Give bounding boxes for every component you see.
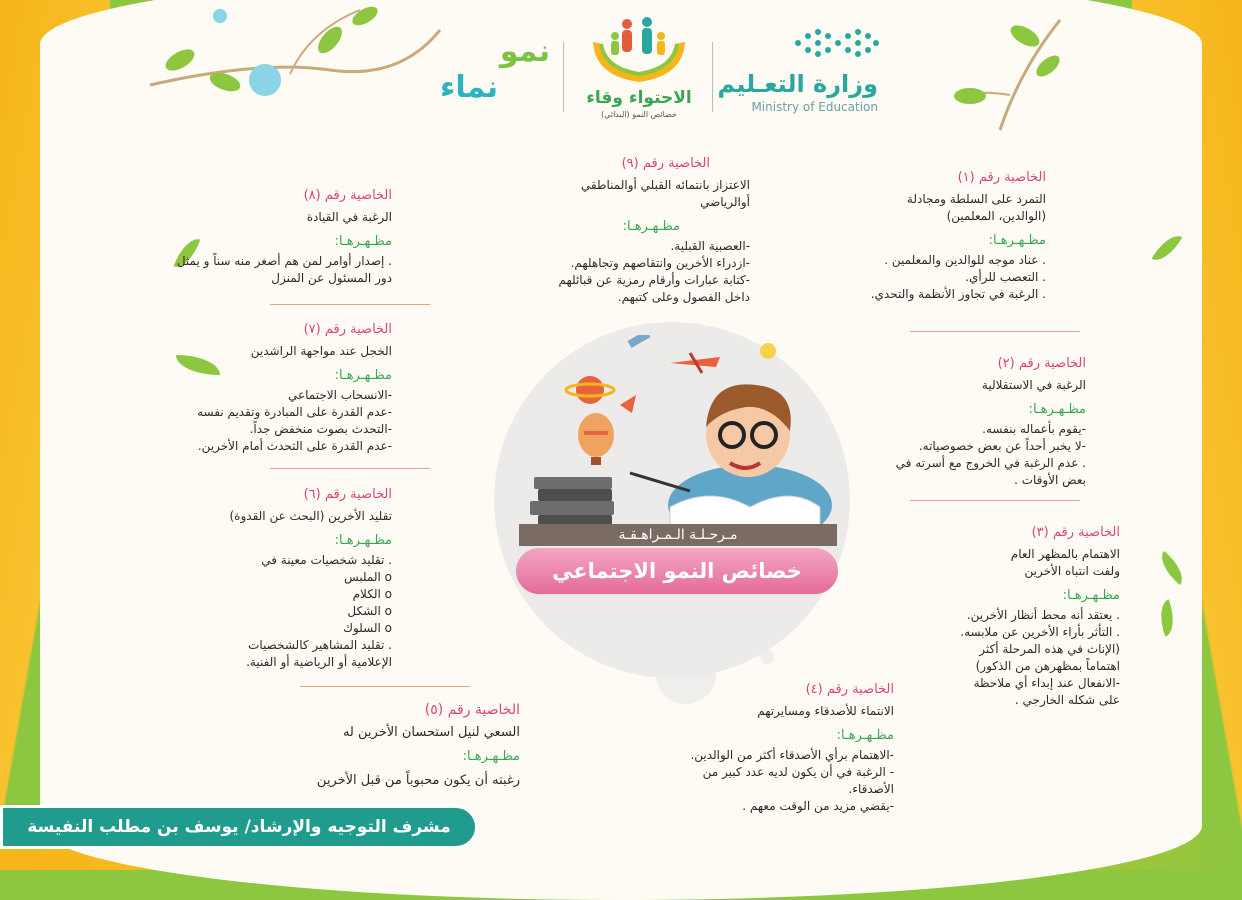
list-item: الأصدقاء. — [848, 782, 894, 796]
list-item: -يقضي مزيد من الوقت معهم . — [742, 799, 894, 813]
trait-card-7 — [102, 322, 392, 455]
list-item: اهتماماً بمظهرهن من الذكور) — [975, 659, 1120, 673]
trait-desc-line: ولفت انتباه الأخرين — [1024, 564, 1120, 578]
trait-description — [826, 377, 1086, 394]
manifestations-label: مظـهـرهـا: — [1062, 588, 1120, 603]
trait-description — [102, 508, 392, 525]
trait-title: الخاصية رقم (٣) — [1031, 525, 1120, 540]
divider — [910, 331, 1080, 332]
branch-top-left-icon — [140, 0, 460, 110]
trait-card-5 — [220, 702, 520, 789]
list-item: . تقليد المشاهير كالشخصيات — [248, 638, 392, 652]
manifestations-label: مظـهـرهـا: — [462, 749, 520, 764]
student-reading-illustration-icon — [520, 335, 840, 525]
ihtiwa-subtitle: خصائص النمو (البدائي) — [601, 110, 677, 119]
trait-desc-line: أوالرياضي — [700, 195, 750, 209]
divider — [270, 468, 430, 469]
trait-card-2 — [826, 356, 1086, 489]
list-item: . التأثر بأراء الأخرين عن ملابسه. — [960, 625, 1120, 639]
divider — [910, 500, 1080, 501]
list-item: -العصبية القبلية. — [670, 239, 750, 253]
manifestations-list — [102, 552, 392, 671]
trait-description — [102, 343, 392, 360]
manifestations-label: مظـهـرهـا: — [334, 368, 392, 383]
trait-title: الخاصية رقم (٧) — [303, 322, 392, 337]
manifestations-list — [102, 253, 392, 287]
list-item: - الرغبة في أن يكون لديه عدد كبير من — [702, 765, 894, 779]
trait-title: الخاصية رقم (٨) — [303, 188, 392, 203]
list-item: بعض الأوقات . — [1014, 473, 1086, 487]
ministry-name-en: Ministry of Education — [751, 100, 878, 114]
list-item: . عدم الرغبة في الخروج مع أسرته في — [895, 456, 1086, 470]
trait-desc-line: (الوالدين، المعلمين) — [946, 209, 1046, 223]
trait-desc-line: الاعتزاز بانتمائه القبلي أوالمناطقي — [580, 178, 750, 192]
list-item: . يعتقد أنه محط أنظار الأخرين. — [966, 608, 1120, 622]
trait-title: الخاصية رقم (١) — [957, 170, 1046, 185]
manifestations-list — [490, 238, 750, 306]
trait-title: الخاصية رقم (٥) — [424, 702, 520, 718]
ministry-name-ar: وزارة التعـليم — [717, 70, 878, 98]
manifestations-list — [826, 421, 1086, 489]
list-item: الإعلامية أو الرياضية أو الفنية. — [246, 655, 392, 669]
trait-desc-line: الانتماء للأصدقاء ومسايرتهم — [757, 704, 894, 718]
trait-description — [850, 546, 1120, 580]
list-item: . عناد موجه للوالدين والمعلمين . — [884, 253, 1046, 267]
trait-desc-line: التمرد على السلطة ومجادلة — [906, 192, 1046, 206]
list-item: . التعصب للرأي. — [965, 270, 1046, 284]
trait-desc-line: الخجل عند مواجهة الراشدين — [250, 344, 392, 358]
list-item: -عدم القدرة على المبادرة وتقديم نفسه — [197, 405, 392, 419]
ministry-of-education-logo — [717, 26, 878, 116]
numu-nama-logo — [430, 34, 550, 114]
manifestations-list — [102, 387, 392, 455]
trait-description — [102, 209, 392, 226]
list-item: -لا يخبر أحداً عن بعض خصوصياته. — [918, 439, 1086, 453]
manifestations-label: مظـهـرهـا: — [622, 219, 680, 234]
manifestations-list — [220, 772, 520, 789]
list-item: o الشكل — [347, 604, 392, 618]
trait-desc-line: السعي لنيل استحسان الأخرين له — [342, 725, 520, 740]
author-credit: مشرف التوجيه والإرشاد/ يوسف بن مطلب النفيسة — [0, 805, 478, 849]
manifestations-label: مظـهـرهـا: — [334, 533, 392, 548]
list-item: -ازدراء الأخرين وانتقاصهم وتجاهلهم. — [570, 256, 750, 270]
list-item: دور المسئول عن المنزل — [271, 271, 392, 285]
trait-description — [786, 191, 1046, 225]
list-item: رغبته أن يكون محبوباً من قبل الأخرين — [316, 773, 520, 788]
trait-title: الخاصية رقم (٩) — [621, 156, 710, 171]
trait-description — [490, 177, 750, 211]
list-item: -الانفعال عند إبداء أي ملاحظة — [973, 676, 1120, 690]
list-item: . الرغبة في تجاوز الأنظمة والتحدي. — [870, 287, 1046, 301]
trait-card-8 — [102, 188, 392, 287]
stage-label: مـرحـلـة الـمـراهـقـة — [519, 524, 837, 546]
list-item: داخل الفصول وعلى كتبهم. — [617, 290, 750, 304]
manifestations-label: مظـهـرهـا: — [334, 234, 392, 249]
nama-text: نماء — [440, 70, 498, 105]
manifestations-label: مظـهـرهـا: — [1028, 402, 1086, 417]
manifestations-list — [786, 252, 1046, 303]
list-item: (الإناث في هذه المرحلة أكثر — [979, 642, 1120, 656]
manifestations-label: مظـهـرهـا: — [988, 233, 1046, 248]
trait-desc-line: تقليد الأخرين (البحث عن القدوة) — [229, 509, 392, 523]
trait-description — [594, 703, 894, 720]
trait-card-1 — [786, 170, 1046, 303]
list-item: o الملبس — [344, 570, 392, 584]
trait-description — [220, 724, 520, 741]
branch-top-right-icon — [940, 0, 1070, 140]
divider — [300, 686, 470, 687]
list-item: -كتابة عبارات وأرقام رمزية عن قبائلهم — [558, 273, 750, 287]
trait-title: الخاصية رقم (٢) — [997, 356, 1086, 371]
logo-divider — [563, 42, 564, 112]
list-item: -عدم القدرة على التحدث أمام الأخرين. — [197, 439, 392, 453]
moe-dots-icon — [790, 26, 880, 60]
numu-text: نمو — [499, 34, 550, 69]
trait-card-4 — [594, 682, 894, 815]
trait-card-6 — [102, 487, 392, 671]
infographic-title: خصائص النمو الاجتماعي — [516, 548, 838, 594]
list-item: o السلوك — [343, 621, 392, 635]
ihtiwa-logo — [575, 14, 703, 124]
logo-divider — [712, 42, 713, 112]
manifestations-list — [594, 747, 894, 815]
trait-title: الخاصية رقم (٦) — [303, 487, 392, 502]
divider — [270, 304, 430, 305]
family-hands-icon — [575, 14, 703, 86]
trait-desc-line: الرغبة في القيادة — [306, 210, 392, 224]
list-item: -الاهتمام برأي الأصدقاء أكثر من الوالدين. — [690, 748, 894, 762]
trait-title: الخاصية رقم (٤) — [805, 682, 894, 697]
list-item: -الانسحاب الاجتماعي — [287, 388, 392, 402]
trait-desc-line: الاهتمام بالمظهر العام — [1010, 547, 1120, 561]
list-item: على شكله الخارجي . — [1014, 693, 1120, 707]
list-item: . تقليد شخصيات معينة في — [261, 553, 392, 567]
trait-desc-line: الرغبة في الاستقلالية — [981, 378, 1086, 392]
trait-card-9 — [490, 156, 750, 306]
list-item: . إصدار أوامر لمن هم أصغر منه سناً و يمثل — [176, 254, 392, 268]
ihtiwa-title: الاحتواء وقاء — [586, 88, 692, 108]
list-item: -يقوم بأعماله بنفسه. — [982, 422, 1086, 436]
list-item: -التحدث بصوت منخفض جداً. — [249, 422, 392, 436]
list-item: o الكلام — [352, 587, 392, 601]
manifestations-label: مظـهـرهـا: — [836, 728, 894, 743]
